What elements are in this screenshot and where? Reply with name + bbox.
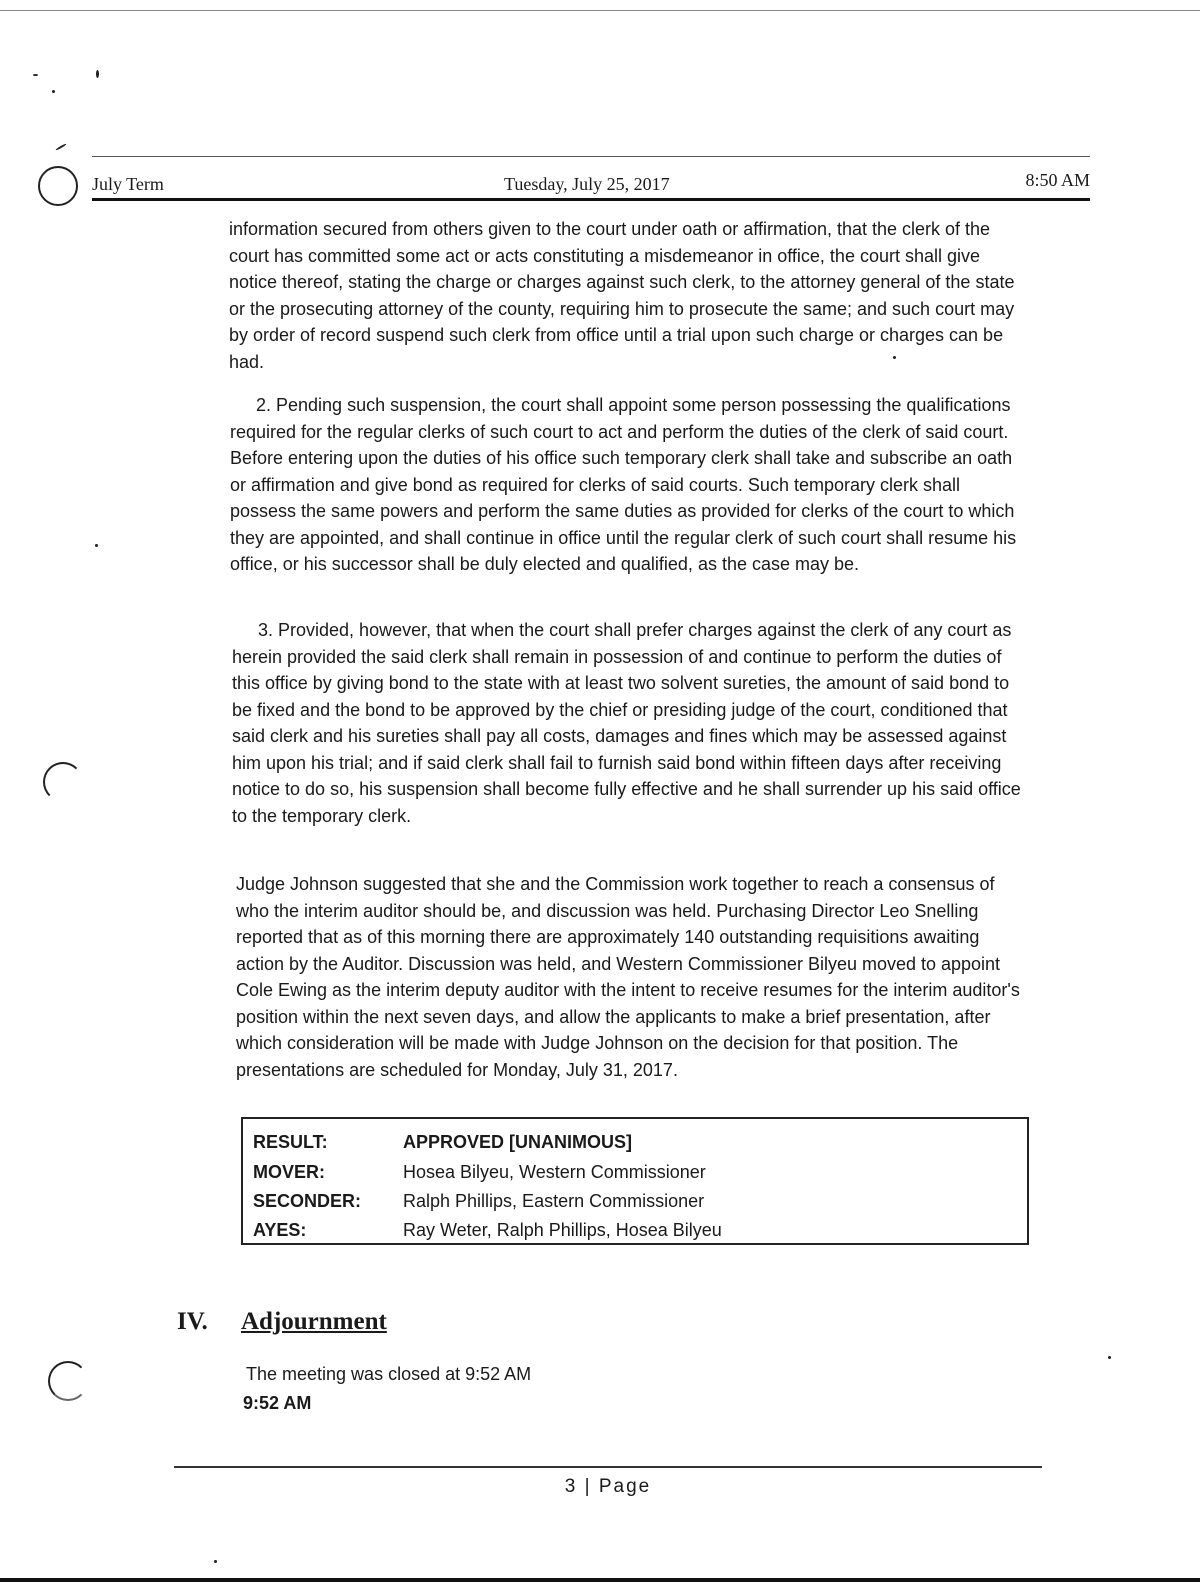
header-top-rule bbox=[92, 156, 1090, 157]
motion-result-box bbox=[241, 1117, 1029, 1245]
header-term: July Term bbox=[92, 174, 164, 194]
section-number: IV. bbox=[177, 1308, 208, 1335]
section-title: Adjournment bbox=[241, 1308, 387, 1335]
page-bottom-edge bbox=[0, 1578, 1200, 1582]
binder-hole-bottom bbox=[48, 1361, 88, 1401]
page-header bbox=[92, 170, 1090, 198]
header-time: 8:50 AM bbox=[1025, 170, 1090, 190]
closing-statement: The meeting was closed at 9:52 AM bbox=[246, 1364, 532, 1384]
scan-speck bbox=[1108, 1356, 1111, 1359]
page-number: 3 | Page bbox=[564, 1476, 652, 1497]
mover-value: Hosea Bilyeu, Western Commissioner bbox=[403, 1162, 706, 1182]
closing-time: 9:52 AM bbox=[243, 1393, 312, 1413]
ayes-value: Ray Weter, Ralph Phillips, Hosea Bilyeu bbox=[403, 1220, 722, 1240]
seconder-value: Ralph Phillips, Eastern Commissioner bbox=[403, 1191, 705, 1211]
mover-label: MOVER: bbox=[253, 1162, 325, 1182]
paragraph-statute-3: 3. Provided, however, that when the court shall prefer charges against the clerk of any court as herein provided the said clerk shall remain in possession of and continue to perform the duties of this office by giving bond to the state with at least two solvent sureties, the amount of said bond to be fixed and the bond to be approved by the chief or presiding judge of the court, conditioned that said clerk and his sureties shall pay all costs, damages and fines which may be assessed against him upon his trial; and if said clerk shall fail to furnish said bond within fifteen days after receiving notice to do so, his suspension shall become fully effective and he shall surrender up his said office to the temporary clerk. bbox=[232, 620, 1021, 826]
binder-hole-top bbox=[38, 166, 78, 206]
result-label: RESULT: bbox=[253, 1132, 328, 1152]
binder-hole-middle bbox=[43, 762, 83, 802]
scan-speck bbox=[95, 544, 98, 547]
header-rule bbox=[92, 198, 1090, 201]
page-top-edge bbox=[0, 10, 1200, 11]
scan-speck bbox=[33, 74, 38, 76]
header-date: Tuesday, July 25, 2017 bbox=[504, 174, 670, 194]
paragraph-statute-1: information secured from others given to the court under oath or affirmation, that the clerk of the court has committed some act or acts constituting a misdemeanor in office, the court shall give notice thereof, stating the charge or charges against such clerk, to the attorney general of the state or the prosecuting attorney of the county, requiring him to prosecute the same; and such court may by order of record suspend such clerk from office until a trial upon such charge or charges can be had. bbox=[229, 219, 1015, 372]
scan-speck bbox=[96, 70, 99, 78]
paragraph-statute-2: 2. Pending such suspension, the court shall appoint some person possessing the qualifications required for the regular clerks of such court to act and perform the duties of the clerk of said court. Before entering upon the duties of his office such temporary clerk shall take and subscribe an oath or affirmation and give bond as required for clerks of said courts. Such temporary clerk shall possess the same powers and perform the same duties as provided for clerks of the court to which they are appointed, and shall continue in office until the regular clerk of such court shall resume his office, or his successor shall be duly elected and qualified, as the case may be. bbox=[230, 395, 1017, 574]
scan-speck bbox=[214, 1560, 217, 1563]
ayes-label: AYES: bbox=[253, 1220, 307, 1240]
seconder-label: SECONDER: bbox=[253, 1191, 362, 1211]
scan-speck bbox=[52, 90, 55, 93]
result-value: APPROVED [UNANIMOUS] bbox=[403, 1132, 633, 1152]
paragraph-discussion: Judge Johnson suggested that she and the Commission work together to reach a consensus of who the interim auditor should be, and discussion was held. Purchasing Director Leo Snelling reported that as of this morning there are approximately 140 outstanding requisitions awaiting action by the Auditor. Discussion was held, and Western Commissioner Bilyeu moved to appoint Cole Ewing as the interim deputy auditor with the intent to receive resumes for the interim auditor's position within the next seven days, and allow the applicants to make a brief presentation, after which consideration will be made with Judge Johnson on the decision for that position. The presentations are scheduled for Monday, July 31, 2017. bbox=[236, 874, 1020, 1080]
scan-speck bbox=[55, 143, 66, 151]
footer-rule bbox=[174, 1466, 1042, 1468]
